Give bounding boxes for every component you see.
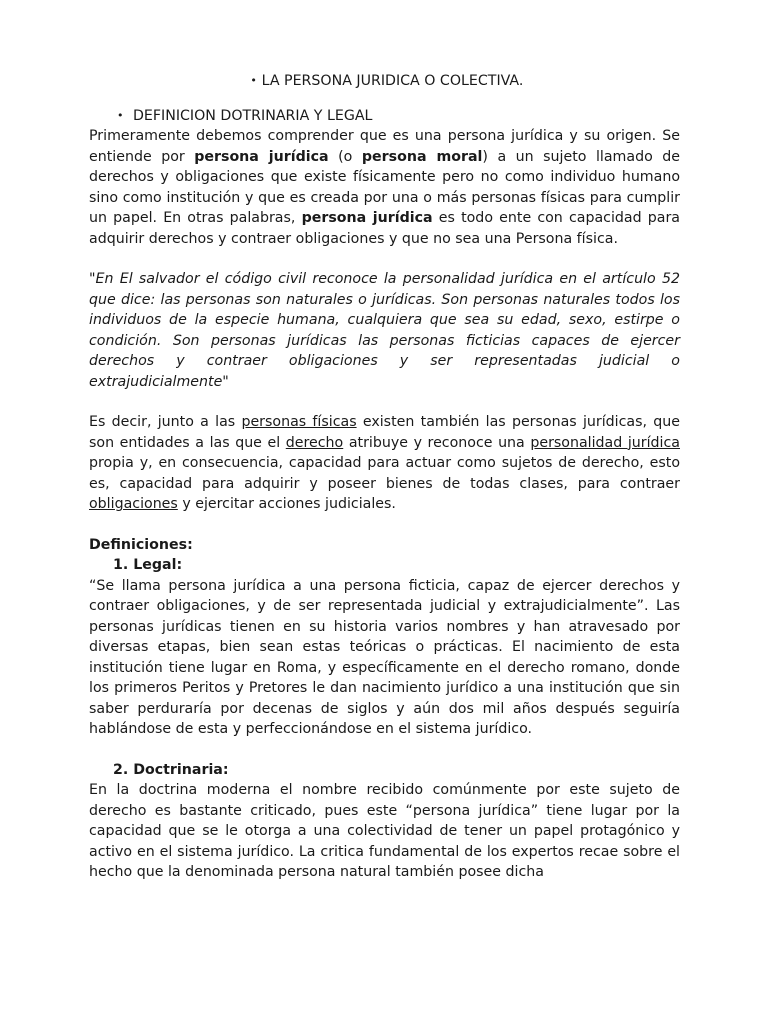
- text-run: atribuye y reconoce una: [343, 434, 531, 451]
- document-body: [89, 71, 680, 883]
- paragraph-legal: “Se llama persona jurídica a una persona ficticia, capaz de ejercer derechos y contraer obligaciones, y de ser representada judicial y extrajudicialmente”. Las personas jurídicas tienen en su historia varios nombres y han atravesado por diversas etapas, bien sean estas teóricas o prácticas. El nacimiento de esta institución tiene lugar en Roma, y específicamente en el derecho romano, donde los primeros Peritos y Pretores le dan nacimiento jurídico a una institución que sin saber perduraría por decenas de siglos y aún dos mil años después seguiría hablándose de esta y perfeccionándose en el sistema jurídico.: [89, 577, 680, 737]
- spacer: [89, 740, 680, 760]
- underlined-link[interactable]: personalidad jurídica: [530, 434, 680, 451]
- paragraph-explanation: [89, 412, 680, 515]
- paragraph-intro: [89, 126, 680, 249]
- text-run: y ejercitar acciones judiciales.: [177, 496, 396, 512]
- paragraph-quote: "En El salvador el código civil reconoce la personalidad jurídica en el artículo 52 que dice: las personas son naturales o jurídicas. Son personas naturales todos los individuos de la especie humana, cualquiera que sea su edad, sexo, estirpe o condición. Son personas jurídicas las personas ficticias capaces de ejercer derechos y contraer obligaciones y ser representadas judicial o extrajudicialmente": [89, 271, 680, 390]
- spacer: [89, 515, 680, 535]
- text-run: ) a un sujeto llamado de derechos y obligaciones que existe físicamente pero no como individuo humano sino como institución y que es creada por una o más personas físicas para cumplir un papel. En otras palabras,: [89, 148, 680, 226]
- section-heading-text: DEFINICION DOTRINARIA Y LEGAL: [133, 107, 373, 124]
- paragraph-doctrinal: En la doctrina moderna el nombre recibido comúnmente por este sujeto de derecho es bastante criticado, pues este “persona jurídica” tiene lugar por la capacidad que se le otorga a una colectividad de tener un papel protagónico y activo en el sistema jurídico. La critica fundamental de los expertos recae sobre el hecho que la denominada persona natural también posee dicha: [89, 782, 680, 880]
- underlined-link[interactable]: derecho: [285, 434, 344, 451]
- text-run: es todo ente con capacidad para adquirir derechos y contraer obligaciones y que no sea una Persona física.: [89, 210, 680, 247]
- bold-term: persona moral: [361, 148, 483, 165]
- text-run: existen también las personas jurídicas, que son entidades a las que el: [89, 414, 680, 451]
- underlined-link[interactable]: obligaciones: [89, 496, 178, 512]
- spacer: [89, 392, 680, 412]
- legal-heading: 1. Legal:: [113, 557, 183, 573]
- text-run: propia y, en consecuencia, capacidad para actuar como sujetos de derecho, esto es, capacidad para adquirir y poseer bienes de todas clases, para contraer: [89, 455, 680, 492]
- title-text: LA PERSONA JURIDICA O COLECTIVA.: [261, 73, 524, 89]
- bullet-icon: •: [250, 74, 257, 87]
- text-run: Primeramente debemos comprender que es una persona jurídica y su origen. Se entiende por: [89, 128, 680, 165]
- definitions-heading: Definiciones:: [89, 536, 193, 553]
- text-run: (o: [328, 148, 362, 165]
- text-run: Es decir, junto a las: [89, 414, 242, 430]
- section-heading: [89, 106, 680, 127]
- bold-term: persona jurídica: [194, 148, 329, 165]
- underlined-link[interactable]: personas físicas: [241, 414, 357, 430]
- doctrinal-heading: 2. Doctrinaria:: [113, 761, 229, 778]
- bullet-icon: •: [117, 108, 124, 122]
- document-title: [89, 71, 680, 92]
- bold-term: persona jurídica: [301, 210, 433, 226]
- spacer: [89, 249, 680, 269]
